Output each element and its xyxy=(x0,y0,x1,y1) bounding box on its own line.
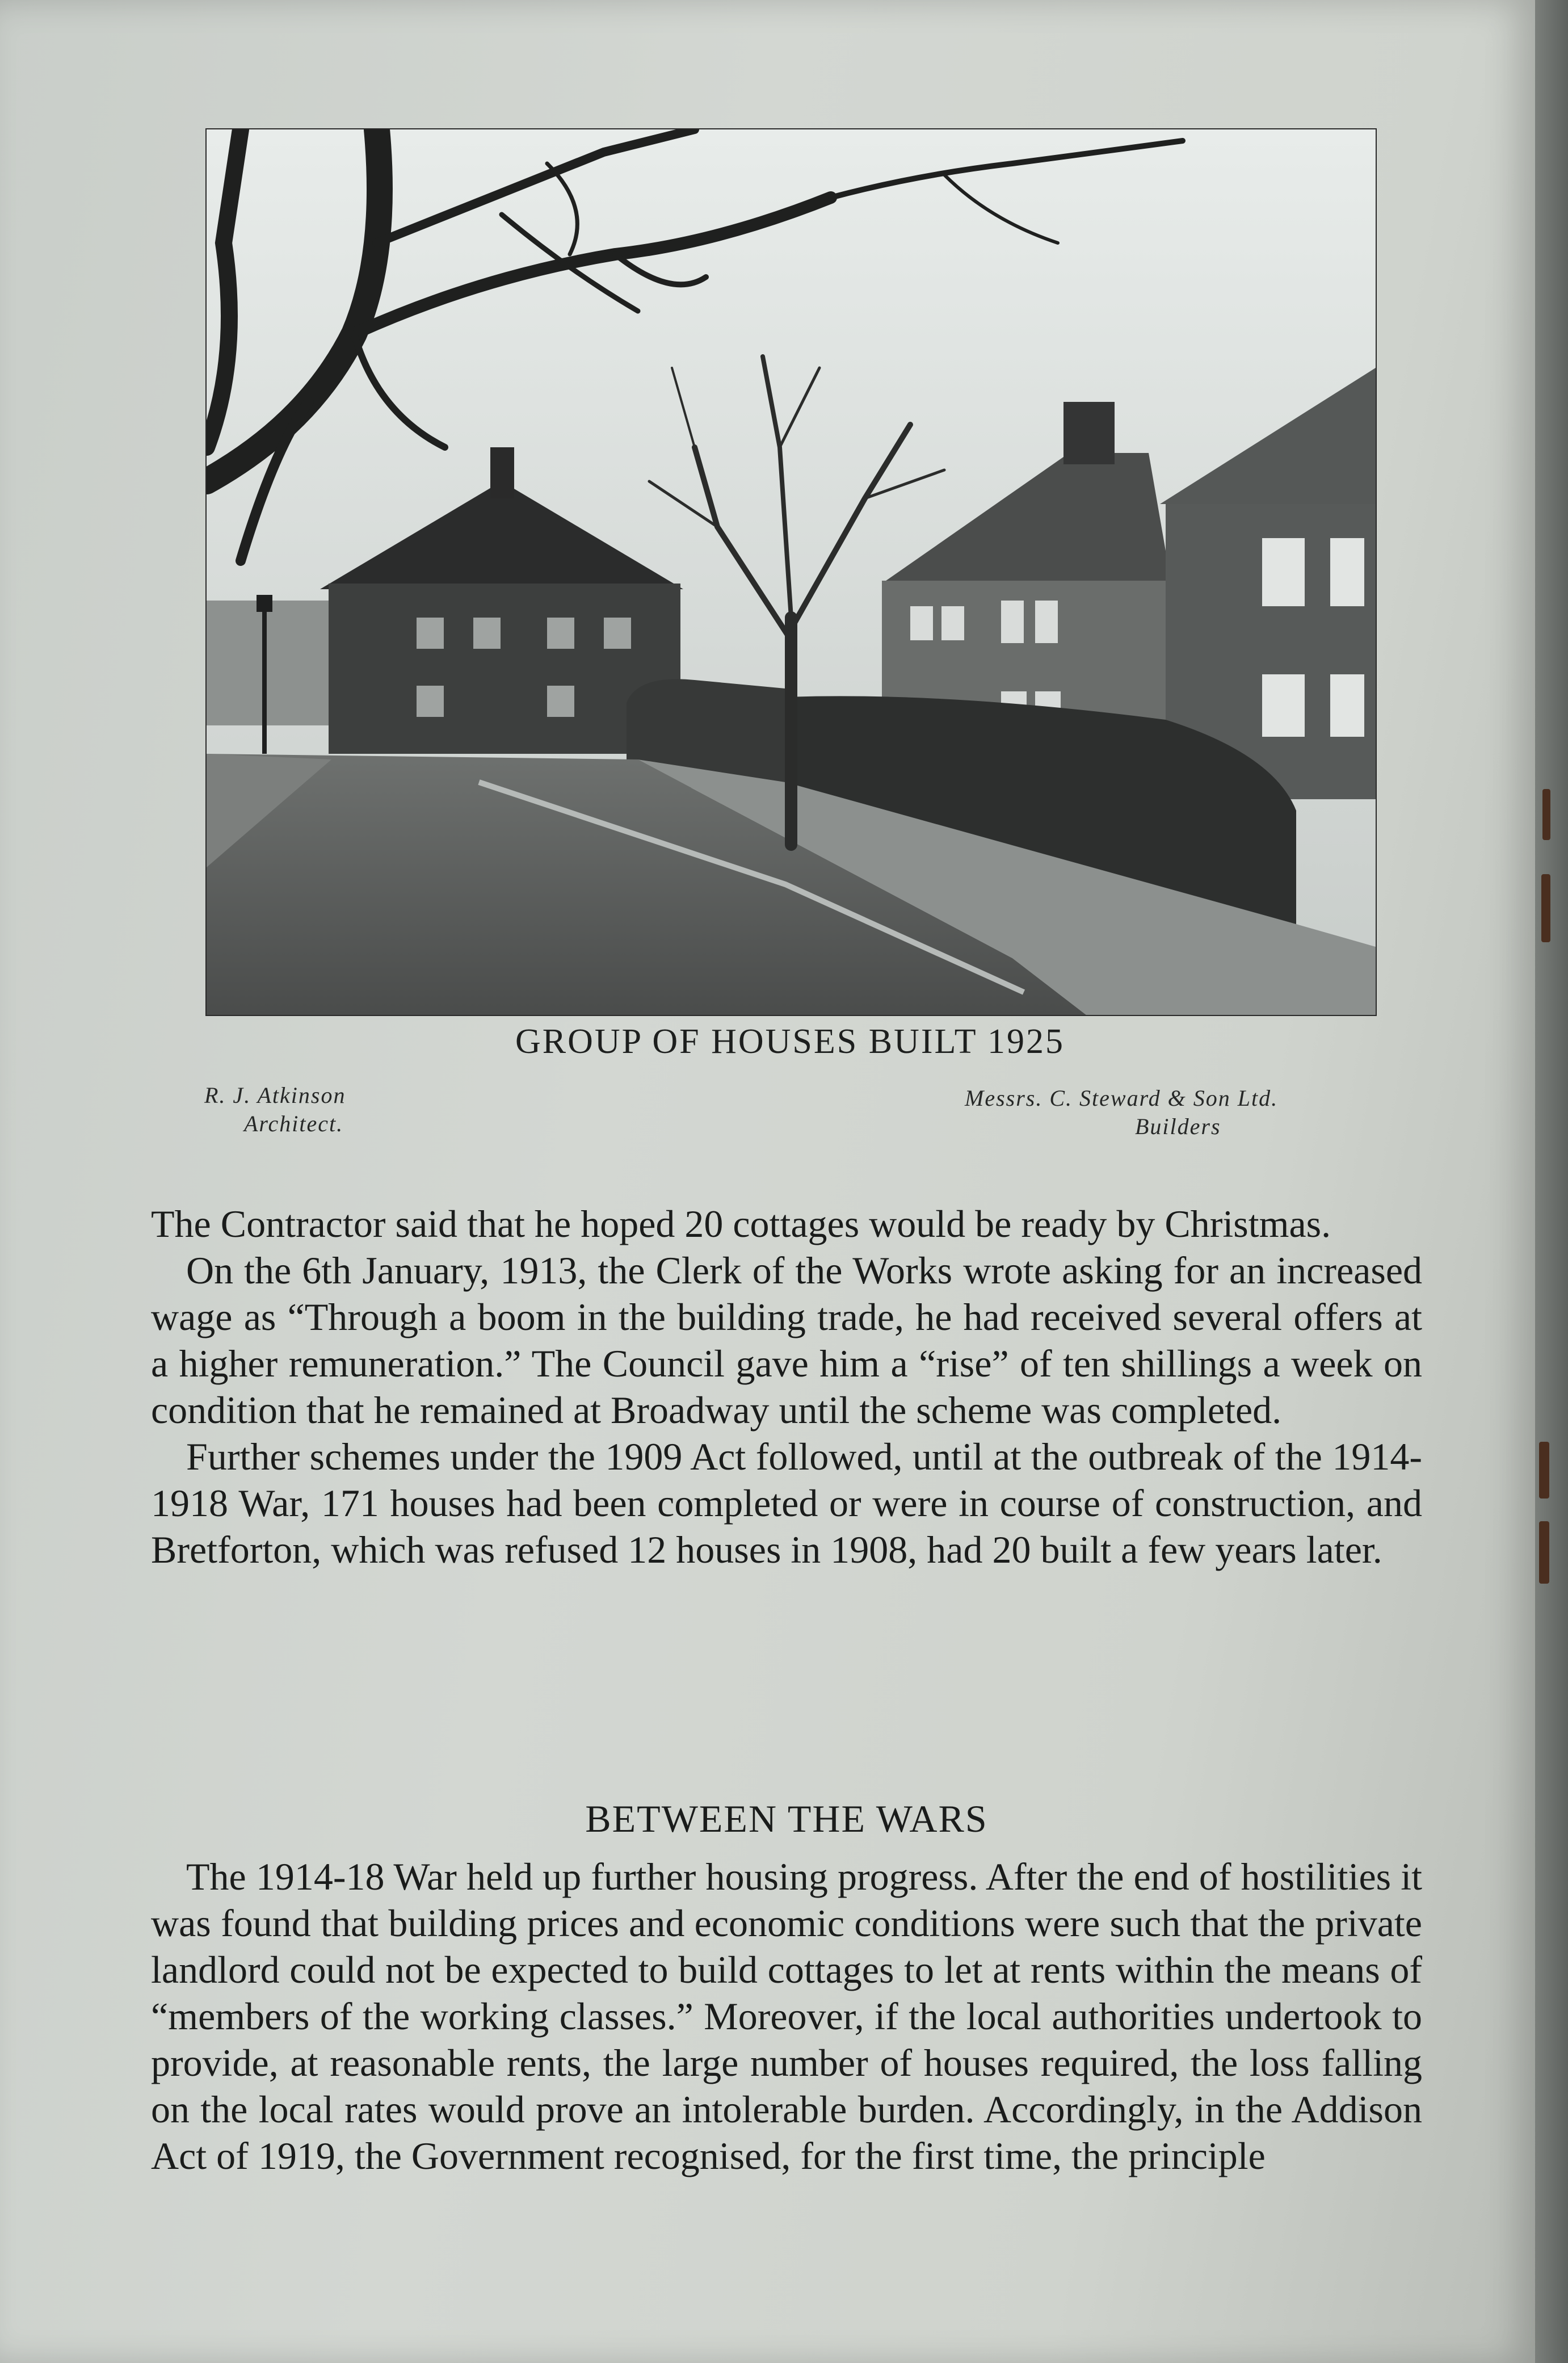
architect-name: R. J. Atkinson xyxy=(204,1082,346,1108)
binding-damage-mark xyxy=(1539,1521,1549,1584)
photograph-image xyxy=(207,129,1376,1015)
builder-name: Messrs. C. Steward & Son Ltd. xyxy=(965,1085,1279,1111)
body-text-section-2 xyxy=(151,1853,1422,2179)
section-heading: BETWEEN THE WARS xyxy=(585,1797,988,1840)
binding-damage-mark xyxy=(1541,874,1550,942)
binding-damage-mark xyxy=(1542,789,1550,840)
paragraph: On the 6th January, 1913, the Clerk of the Works wrote asking for an increased wage as “Through a boom in the building trade, he had received several offers at a higher remuneration.” The Council gave him a “rise” of ten shillings a week on condition that he remained at Broadway until the scheme was completed. xyxy=(151,1249,1422,1432)
paragraph: The Contractor said that he hoped 20 cottages would be ready by Christmas. xyxy=(151,1202,1331,1245)
houses-photograph xyxy=(205,128,1377,1016)
photo-caption: GROUP OF HOUSES BUILT 1925 xyxy=(515,1022,1065,1061)
builder-credit xyxy=(965,1084,1278,1141)
paragraph: The 1914-18 War held up further housing progress. After the end of hostilities it was found that building prices and economic conditions were such that the private landlord could not be expected to build cottages to let at rents within the means of “members of the working classes.” Moreover, if the local authorities undertook to provide, at reasonable rents, the large number of houses required, the loss falling on the local rates would prove an intolerable burden. Accordingly, in the Addison Act of 1919, the Government recognised, for the first time, the principle xyxy=(151,1855,1422,2177)
builder-role: Builders xyxy=(1135,1114,1221,1139)
architect-role: Architect. xyxy=(244,1111,344,1136)
page-edge xyxy=(1535,0,1568,2363)
paragraph: Further schemes under the 1909 Act followed, until at the outbreak of the 1914-1918 War, 171 houses had been completed or were in course of construction, and Bretforton, which was refused 12 houses in 1908, had 20 built a few years later. xyxy=(151,1435,1422,1571)
body-text-section-1 xyxy=(151,1201,1422,1573)
architect-credit xyxy=(204,1081,346,1138)
binding-damage-mark xyxy=(1539,1442,1549,1499)
